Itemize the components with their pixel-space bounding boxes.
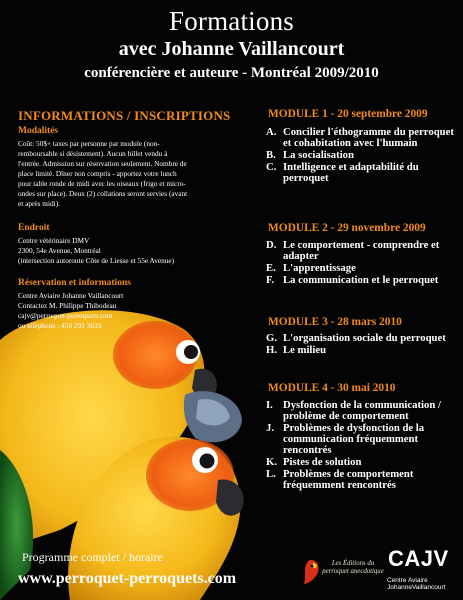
publisher-line: perroquet anecdotique <box>322 568 384 575</box>
item-letter: J. <box>266 422 275 434</box>
item-text: Le comportement - comprendre et adapter <box>283 239 440 262</box>
endroit-line: (intersection autoroute Côte de Liesse et 55e Avenue) <box>18 256 175 265</box>
program-link[interactable]: Programme complet / horaire <box>22 550 163 564</box>
item-text: Problèmes de comportement fréquemment rencontrés <box>283 468 414 491</box>
page-tagline: conférencière et auteure - Montréal 2009/2010 <box>84 65 379 81</box>
modalites-line: et après midi). <box>18 199 60 208</box>
endroit-line: 2300, 54e Avenue, Montréal <box>18 246 101 255</box>
item-text: Dysfonction de la communication / problème de comportement <box>283 399 441 422</box>
info-heading: INFORMATIONS / INSCRIPTIONS <box>18 108 231 123</box>
module-1-heading: MODULE 1 - 20 septembre 2009 <box>268 108 428 120</box>
endroit-text <box>18 236 250 266</box>
website-link[interactable]: www.perroquet-perroquets.com <box>18 570 237 587</box>
item-letter: H. <box>266 344 277 356</box>
modalites-line: ondes sur place). Deux (2) collations seront servies (avant <box>18 189 188 198</box>
list-item <box>266 400 458 422</box>
reservation-line: Contactez M. Philippe Thibodeau <box>18 301 117 310</box>
modalites-heading: Modalités <box>18 126 59 136</box>
modalites-line: remboursable si désistement). Aucun billet vendu à <box>18 149 168 158</box>
item-letter: L. <box>266 468 276 480</box>
page-title: Formations <box>168 6 294 36</box>
item-text: Concilier l'éthogramme du perroquet et cohabitation avec l'humain <box>283 126 454 149</box>
modalites-line: place limité. Dîner non compris - apportez votre lunch <box>18 169 177 178</box>
contact-email[interactable]: cajv@perroquet-perroquets.com <box>18 311 113 320</box>
item-letter: B. <box>266 149 276 161</box>
item-letter: K. <box>266 456 277 468</box>
modalites-line: pour table ronde de midi avec les oiseaux (frigo et micro- <box>18 179 186 188</box>
item-text: Pistes de solution <box>283 456 362 468</box>
list-item <box>266 162 458 184</box>
list-item <box>266 127 458 149</box>
modalites-line: l'entrée. Admission sur réservation seulement. Nombre de <box>18 159 187 168</box>
item-text: L'organisation sociale du perroquet <box>283 332 446 344</box>
modalites-text <box>18 139 250 209</box>
item-letter: D. <box>266 239 277 251</box>
list-item <box>266 423 458 456</box>
module-3-heading: MODULE 3 - 28 mars 2010 <box>268 316 402 328</box>
endroit-heading: Endroit <box>18 223 50 233</box>
item-text: Intelligence et adaptabilité du perroquet <box>283 161 419 184</box>
item-letter: E. <box>266 262 276 274</box>
item-letter: C. <box>266 161 277 173</box>
module-4-list <box>266 400 458 492</box>
publisher-line: Les Éditions du <box>331 560 375 567</box>
item-text: La socialisation <box>283 149 354 161</box>
modalites-line: Coût: 50$+ taxes par personne par module (non- <box>18 139 160 148</box>
parrot-publisher-icon <box>300 558 322 586</box>
item-letter: F. <box>266 274 275 286</box>
item-letter: G. <box>266 332 277 344</box>
item-text: La communication et le perroquet <box>283 274 439 286</box>
reservation-heading: Réservation et informations <box>18 278 131 288</box>
cajv-name <box>387 577 445 591</box>
item-text: Problèmes de dysfonction de la communication fréquemment rencontrés <box>283 422 425 456</box>
module-2-heading: MODULE 2 - 29 novembre 2009 <box>268 222 426 234</box>
item-letter: I. <box>266 399 273 411</box>
module-2-list <box>266 240 458 287</box>
module-3-list <box>266 333 458 357</box>
cajv-line: JohanneVaillancourt <box>387 584 446 591</box>
module-1-list <box>266 127 458 185</box>
list-item <box>266 275 458 286</box>
item-letter: A. <box>266 126 277 138</box>
contact-phone: ou téléphone : 450 291 3633 <box>18 321 102 330</box>
list-item <box>266 345 458 356</box>
list-item <box>266 333 458 344</box>
cajv-line: Centre Aviaire <box>387 577 428 584</box>
list-item <box>266 263 458 274</box>
page-subtitle: avec Johanne Vaillancourt <box>118 38 345 60</box>
list-item <box>266 457 458 468</box>
reservation-line: Centre Aviaire Johanne Vaillancourt <box>18 291 124 300</box>
item-text: Le milieu <box>283 344 327 356</box>
module-4-heading: MODULE 4 - 30 mai 2010 <box>268 382 396 394</box>
list-item <box>266 240 458 262</box>
list-item <box>266 150 458 161</box>
item-text: L'apprentissage <box>283 262 356 274</box>
publisher-name <box>322 560 384 576</box>
cajv-logo: CAJV <box>388 546 449 571</box>
endroit-line: Centre vétérinaire DMV <box>18 236 90 245</box>
reservation-text <box>18 291 250 331</box>
list-item <box>266 469 458 491</box>
